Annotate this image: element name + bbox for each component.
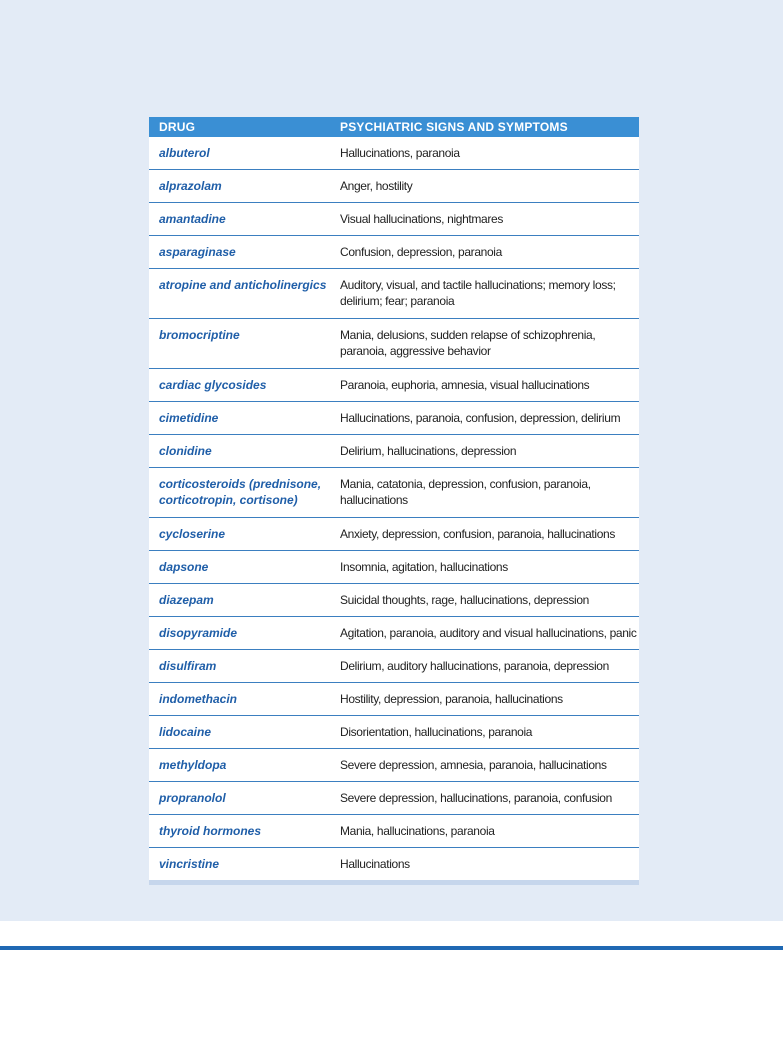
- symptoms: Suicidal thoughts, rage, hallucinations, depression: [330, 584, 639, 617]
- table-row: [149, 269, 639, 319]
- header-symptoms: PSYCHIATRIC SIGNS AND SYMPTOMS: [330, 117, 639, 137]
- drug-name: cardiac glycosides: [149, 369, 330, 402]
- bottom-rule: [0, 946, 783, 950]
- symptoms: Hallucinations, paranoia, confusion, depression, delirium: [330, 402, 639, 435]
- table-row: [149, 518, 639, 551]
- drug-name: cimetidine: [149, 402, 330, 435]
- symptoms: Mania, catatonia, depression, confusion, paranoia, hallucinations: [330, 468, 639, 518]
- symptoms: Anger, hostility: [330, 170, 639, 203]
- table-row: [149, 319, 639, 369]
- drug-name: albuterol: [149, 137, 330, 170]
- drug-name: lidocaine: [149, 716, 330, 749]
- drug-name: vincristine: [159, 857, 220, 871]
- drug-name: indomethacin: [149, 683, 330, 716]
- symptoms: Anxiety, depression, confusion, paranoia, hallucinations: [330, 518, 639, 551]
- table-row: [149, 435, 639, 468]
- drug-name: bromocriptine: [149, 319, 330, 369]
- table-row: [149, 236, 639, 269]
- drug-name: clonidine: [149, 435, 330, 468]
- table-row: [149, 402, 639, 435]
- drug-name: alprazolam: [149, 170, 330, 203]
- table-row: [149, 683, 639, 716]
- table-row: [149, 170, 639, 203]
- drug-name: methyldopa: [149, 749, 330, 782]
- symptoms: Mania, delusions, sudden relapse of schizophrenia, paranoia, aggressive behavior: [330, 319, 639, 369]
- drug-name: amantadine: [149, 203, 330, 236]
- symptoms: Mania, hallucinations, paranoia: [330, 815, 639, 848]
- drug-name: dapsone: [149, 551, 330, 584]
- symptoms: Auditory, visual, and tactile hallucinations; memory loss; delirium; fear; paranoia: [330, 269, 639, 319]
- symptoms: Severe depression, hallucinations, paranoia, confusion: [330, 782, 639, 815]
- drug-name: propranolol: [149, 782, 330, 815]
- symptoms: Severe depression, amnesia, paranoia, hallucinations: [330, 749, 639, 782]
- symptoms: Disorientation, hallucinations, paranoia: [330, 716, 639, 749]
- drug-name: atropine and anticholinergics: [149, 269, 330, 319]
- table-header-row: [149, 117, 639, 137]
- symptoms: Confusion, depression, paranoia: [330, 236, 639, 269]
- table-row: [149, 203, 639, 236]
- symptoms: Paranoia, euphoria, amnesia, visual hallucinations: [330, 369, 639, 402]
- drug-name: disulfiram: [149, 650, 330, 683]
- table-row: [149, 782, 639, 815]
- symptoms: Hallucinations: [340, 857, 410, 871]
- symptoms: Agitation, paranoia, auditory and visual hallucinations, panic: [330, 617, 639, 650]
- drug-name: thyroid hormones: [149, 815, 330, 848]
- drug-name: cycloserine: [149, 518, 330, 551]
- header-drug: DRUG: [149, 117, 330, 137]
- symptoms: Hallucinations, paranoia: [330, 137, 639, 170]
- drug-name: disopyramide: [149, 617, 330, 650]
- symptoms: Hostility, depression, paranoia, hallucinations: [330, 683, 639, 716]
- table-row: [149, 815, 639, 848]
- table-row: [149, 584, 639, 617]
- table-row: [149, 468, 639, 518]
- symptoms: Delirium, auditory hallucinations, paranoia, depression: [330, 650, 639, 683]
- table-row: [149, 848, 639, 881]
- drug-name: asparaginase: [149, 236, 330, 269]
- table-row: [149, 137, 639, 170]
- symptoms: Delirium, hallucinations, depression: [330, 435, 639, 468]
- table-row: [149, 369, 639, 402]
- symptoms: Visual hallucinations, nightmares: [330, 203, 639, 236]
- drug-name: diazepam: [149, 584, 330, 617]
- table-row: [149, 551, 639, 584]
- table-row: [149, 650, 639, 683]
- drug-table-container: [149, 117, 639, 885]
- drug-name: corticosteroids (prednisone, corticotropin, cortisone): [149, 468, 330, 518]
- table-row: [149, 749, 639, 782]
- drug-psychiatric-effects-table: [149, 117, 639, 880]
- table-row: [149, 617, 639, 650]
- symptoms: Insomnia, agitation, hallucinations: [330, 551, 639, 584]
- table-row: [149, 716, 639, 749]
